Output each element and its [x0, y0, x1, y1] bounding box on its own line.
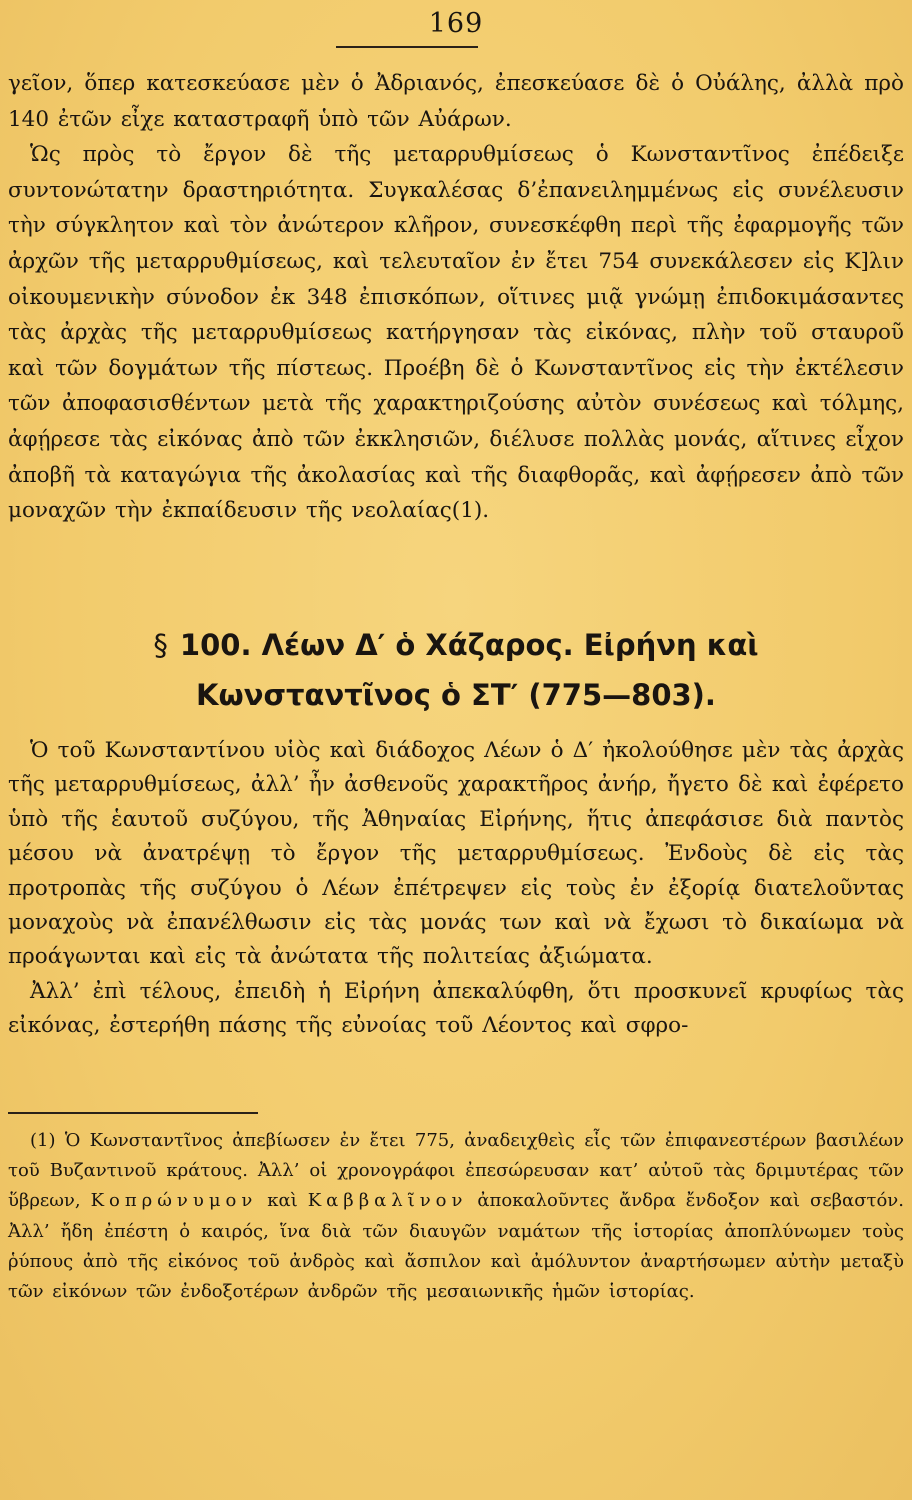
footnote-text — [8, 1126, 904, 1307]
footnote — [8, 1126, 904, 1307]
footnote-connector: καὶ — [267, 1190, 298, 1212]
section-1-text — [8, 66, 904, 529]
footnote-name-2: Καββαλῖνον — [307, 1190, 468, 1212]
paragraph-irene: Ἀλλ’ ἐπὶ τέλους, ἐπειδὴ ἡ Εἰρήνη ἀπεκαλύφθη, ὅτι προσκυνεῖ κρυφίως τὰς εἰκόνας, ἐστερήθη πάσης τῆς εὐνοίας τοῦ Λέοντος καὶ σφρο- — [8, 978, 904, 1039]
book-page — [8, 0, 904, 1500]
paragraph-leo: Ὁ τοῦ Κωνσταντίνου υἱὸς καὶ διάδοχος Λέων ὁ Δ′ ἠκολούθησε μὲν τὰς ἀρχὰς τῆς μεταρρυθμίσεως, ἀλλ’ ἦν ἀσθενοῦς χαρακτῆρος ἀνήρ, ἤγετο δὲ καὶ ἐφέρετο ὑπὸ τῆς ἑαυτοῦ συζύγου, τῆς Ἀθηναίας Εἰρήνης, ἥτις ἀπεφάσισε διὰ παντὸς μέσου νὰ ἀνατρέψῃ τὸ ἔργον τῆς μεταρρυθμίσεως. Ἐνδοὺς δὲ εἰς τὰς προτροπὰς τῆς συζύγου ὁ Λέων ἐπέτρεψεν εἰς τοὺς ἐν ἐξορίᾳ διατελοῦντας μοναχοὺς νὰ ἐπανέλθωσιν εἰς τὰς μονάς των καὶ νὰ ἔχωσι τὸ δικαίωμα νὰ προάγωνται καὶ εἰς τὰ ἀνώτατα τῆς πολιτείας ἀξιώματα. — [8, 738, 904, 970]
header-rule — [336, 46, 478, 48]
section-2-text — [8, 734, 904, 1044]
paragraph-reform: Ὡς πρὸς τὸ ἔργον δὲ τῆς μεταρρυθμίσεως ὁ Κωνσταντῖνος ἐπέδειξε συντονώτατην δραστηριότητα. Συγκαλέσας δ’ἐπανειλημμένως εἰς συνέλευσιν τὴν σύγκλητον καὶ τὸν ἀνώτερον κλῆρον, συνεσκέφθη περὶ τῆς ἐφαρμογῆς τῶν ἀρχῶν τῆς μεταρρυθμίσεως, καὶ τελευταῖον ἐν ἔτει 754 συνεκάλεσεν εἰς Κ]λιν οἰκουμενικὴν σύνοδον ἐκ 348 ἐπισκόπων, οἵτινες μιᾷ γνώμῃ ἐπιδοκιμάσαντες τὰς ἀρχὰς τῆς μεταρρυθμίσεως κατήργησαν τὰς εἰκόνας, πλὴν τοῦ σταυροῦ καὶ τῶν δογμάτων τῆς πίστεως. Προέβη δὲ ὁ Κωνσταντῖνος εἰς τὴν ἐκτέλεσιν τῶν ἀποφασισθέντων μετὰ τῆς χαρακτηριζούσης αὐτὸν συνέσεως καὶ τόλμης, ἀφῄρεσε τὰς εἰκόνας ἀπὸ τῶν ἐκκλησιῶν, διέλυσε πολλὰς μονάς, αἵτινες εἶχον ἀποβῆ τὰ καταγώγια τῆς ἀκολασίας καὶ τῆς διαφθορᾶς, καὶ ἀφῄρεσεν ἀπὸ τῶν μοναχῶν τὴν ἐκπαίδευσιν τῆς νεολαίας(1). — [8, 142, 904, 524]
page-number: 169 — [428, 8, 484, 39]
section-symbol: § — [153, 628, 168, 662]
footnote-part-2: ἀποκαλοῦντες ἄνδρα ἔνδοξον καὶ σεβαστόν. Ἀλλ’ ἤδη ἐπέστη ὁ καιρός, ἵνα διὰ τῶν διαυγῶν ναμάτων τῆς ἱστορίας ἀποπλύνωμεν τοὺς ῥύπους ἀπὸ τῆς εἰκόνος τοῦ ἀνδρὸς καὶ ἄσπιλον καὶ ἀμόλυντον ἀναρτήσωμεν αὐτὴν μεταξὺ τῶν εἰκόνων τῶν ἐνδοξοτέρων ἀνδρῶν τῆς μεσαιωνικῆς ἡμῶν ἱστορίας. — [8, 1190, 904, 1303]
paragraph-continuation: γεῖον, ὅπερ κατεσκεύασε μὲν ὁ Ἀδριανός, ἐπεσκεύασε δὲ ὁ Οὐάλης, ἀλλὰ πρὸ 140 ἐτῶν εἶχε καταστραφῆ ὑπὸ τῶν Αὐάρων. — [8, 71, 904, 132]
footnote-name-1: Κοπρώνυμον — [90, 1190, 258, 1212]
footnote-rule — [8, 1112, 258, 1114]
footnote-marker: (1) — [30, 1130, 56, 1151]
section-heading — [8, 620, 904, 720]
heading-line-1 — [8, 620, 904, 670]
footnote-part-1: Ὁ Κωνσταντῖνος ἀπεβίωσεν ἐν ἔτει 775, ἀναδειχθεὶς εἷς τῶν ἐπιφανεστέρων βασιλέων τοῦ Βυζαντινοῦ κράτους. Ἀλλ’ οἱ χρονογράφοι ἐπεσώρευσαν κατ’ αὐτοῦ τὰς δριμυτέρας τῶν ὕβρεων, — [8, 1130, 904, 1212]
heading-line-2: Κωνσταντῖνος ὁ ΣΤ′ (775—803). — [196, 678, 716, 712]
heading-title-1: 100. Λέων Δ′ ὁ Χάζαρος. Εἰρήνη καὶ — [179, 628, 759, 662]
